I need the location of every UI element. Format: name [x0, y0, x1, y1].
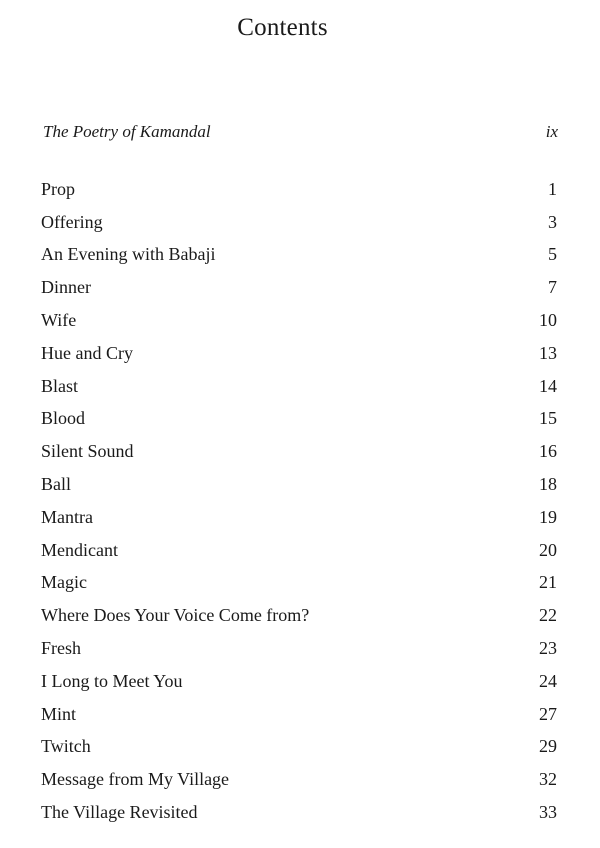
toc-entry	[41, 599, 557, 632]
toc-entry-page-number: 1	[548, 178, 557, 199]
toc-entry-title: I Long to Meet You	[41, 670, 183, 691]
toc-entry	[41, 763, 557, 796]
toc-entry-page-number: 27	[539, 703, 557, 724]
toc-entry	[41, 206, 557, 239]
toc-entry	[41, 370, 557, 403]
toc-entry-page-number: 24	[539, 670, 557, 691]
toc-entry	[41, 796, 557, 829]
toc-entry-title: Wife	[41, 310, 77, 331]
toc-entry	[41, 632, 557, 665]
toc-intro-page-number: ix	[545, 122, 558, 141]
toc-entry-page-number: 33	[539, 802, 557, 823]
toc-entry-title: Where Does Your Voice Come from?	[41, 605, 310, 626]
toc-entry-title: Blood	[41, 408, 86, 429]
toc-entry-title: Ball	[41, 474, 71, 495]
toc-entry	[41, 501, 557, 534]
toc-entry-title: Message from My Village	[41, 769, 230, 790]
toc-entry-title: Fresh	[41, 638, 81, 659]
toc-entry-page-number: 14	[539, 375, 557, 396]
toc-entry-title: Mantra	[41, 506, 93, 527]
toc-entry-title: Silent Sound	[41, 441, 134, 462]
toc-entry-page-number: 29	[539, 736, 557, 757]
toc-entry	[41, 698, 557, 731]
toc-entry-page-number: 22	[539, 605, 557, 626]
toc-entry	[41, 337, 557, 370]
toc-entry-title: An Evening with Babaji	[41, 244, 216, 265]
toc-entry	[41, 304, 557, 337]
toc-entry-page-number: 23	[539, 638, 557, 659]
toc-entry-title: Twitch	[41, 736, 91, 757]
toc-entry-page-number: 19	[539, 506, 557, 527]
toc-entry-title: Prop	[41, 178, 76, 199]
toc-entry-page-number: 13	[539, 342, 557, 363]
toc-entry	[41, 173, 557, 206]
toc-entry-page-number: 32	[539, 769, 557, 790]
toc-entry-page-number: 15	[539, 408, 557, 429]
toc-entry	[41, 567, 557, 600]
toc-entry-page-number: 5	[548, 244, 557, 265]
toc-entry-title: The Village Revisited	[41, 802, 198, 823]
toc-list	[41, 173, 557, 829]
toc-entry-page-number: 7	[548, 277, 557, 298]
toc-entry	[41, 468, 557, 501]
toc-entry-title: Hue and Cry	[41, 342, 133, 363]
toc-entry-page-number: 3	[548, 211, 557, 232]
toc-entry	[41, 731, 557, 764]
toc-entry-title: Mendicant	[41, 539, 118, 560]
toc-entry-title: Mint	[41, 703, 77, 724]
toc-intro-title: The Poetry of Kamandal	[43, 122, 211, 141]
toc-entry-page-number: 10	[539, 310, 557, 331]
toc-entry-page-number: 16	[539, 441, 557, 462]
toc-entry	[41, 665, 557, 698]
toc-entry-page-number: 20	[539, 539, 557, 560]
toc-entry-title: Offering	[41, 211, 103, 232]
toc-entry-title: Dinner	[41, 277, 91, 298]
page-title: Contents	[237, 14, 328, 41]
toc-entry-page-number: 18	[539, 474, 557, 495]
toc-entry-title: Blast	[41, 375, 79, 396]
toc-entry	[41, 435, 557, 468]
toc-entry	[41, 271, 557, 304]
toc-entry	[41, 403, 557, 436]
toc-entry	[41, 239, 557, 272]
toc-entry	[41, 534, 557, 567]
toc-entry-title: Magic	[41, 572, 87, 593]
toc-entry-page-number: 21	[539, 572, 557, 593]
toc-intro-entry	[43, 122, 558, 142]
